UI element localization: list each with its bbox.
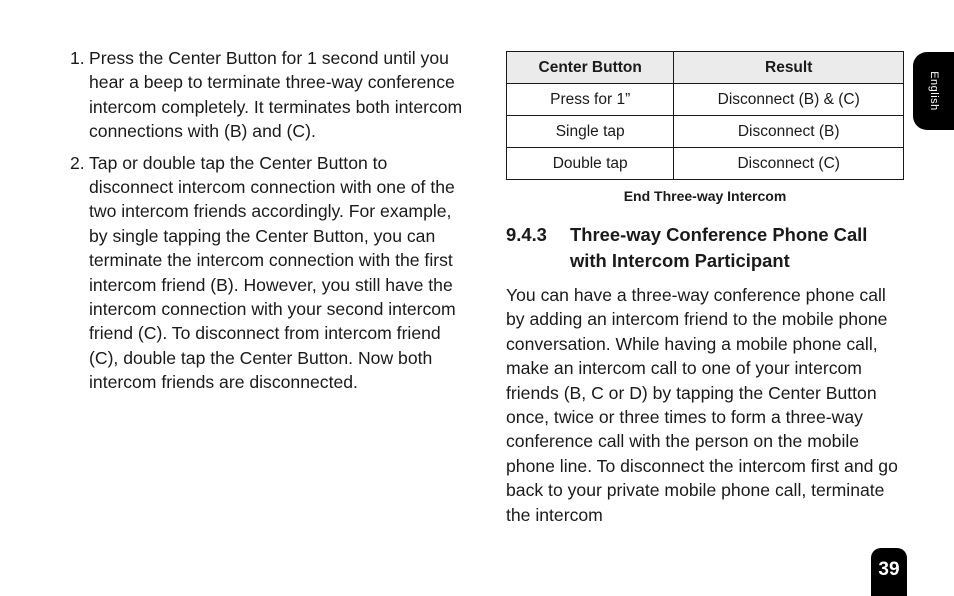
list-item [70, 151, 472, 395]
list-item-text: Tap or double tap the Center Button to disconnect intercom connection with one of the two intercom friends accordingly. For example, by single tapping the Center Button, you can terminate the intercom connection with the first intercom friend (B). However, you still have the intercom connection with your second intercom friend (C). To disconnect from intercom friend (C), double tap the Center Button. Now both intercom friends are disconnected. [89, 152, 456, 393]
list-item-number: 1. [70, 48, 85, 68]
section-body: You can have a three-way conference phone call by adding an intercom friend to the mobile phone conversation. While having a mobile phone call, make an intercom call to one of your intercom friends (B, C or D) by tapping the Center Button once, twice or three times to form a three-way conference call with the person on the mobile phone line. To disconnect the intercom first and go back to your private mobile phone call, terminate the intercom [506, 285, 898, 525]
right-column [506, 51, 906, 527]
column-header-result: Result [674, 52, 904, 84]
table-cell: Double tap [507, 148, 674, 180]
list-item-number: 2. [70, 152, 85, 173]
section-title: Three-way Conference Phone Call with Intercom Participant [570, 224, 868, 271]
table-cell: Disconnect (B) & (C) [674, 84, 904, 116]
table-row [507, 116, 904, 148]
section-number: 9.4.3 [506, 224, 547, 245]
list-item-text: Press the Center Button for 1 second until you hear a beep to terminate three-way conference intercom completely. It terminates both intercom connections with (B) and (C). [89, 48, 463, 142]
table-row [507, 84, 904, 116]
instruction-column [70, 46, 472, 402]
table-cell: Single tap [507, 116, 674, 148]
table-caption: End Three-way Intercom [623, 188, 787, 204]
page-number: 39 [871, 548, 907, 596]
result-table [506, 51, 904, 180]
column-header-center-button: Center Button [507, 52, 674, 84]
section-heading [506, 222, 906, 274]
table-cell: Disconnect (C) [674, 148, 904, 180]
language-tab [913, 52, 954, 130]
instruction-list [70, 46, 472, 395]
table-cell: Disconnect (B) [674, 116, 904, 148]
language-tab-label: English [927, 71, 940, 111]
table-cell: Press for 1” [507, 84, 674, 116]
list-item [70, 46, 472, 144]
table-header-row [507, 52, 904, 84]
table-row [507, 148, 904, 180]
